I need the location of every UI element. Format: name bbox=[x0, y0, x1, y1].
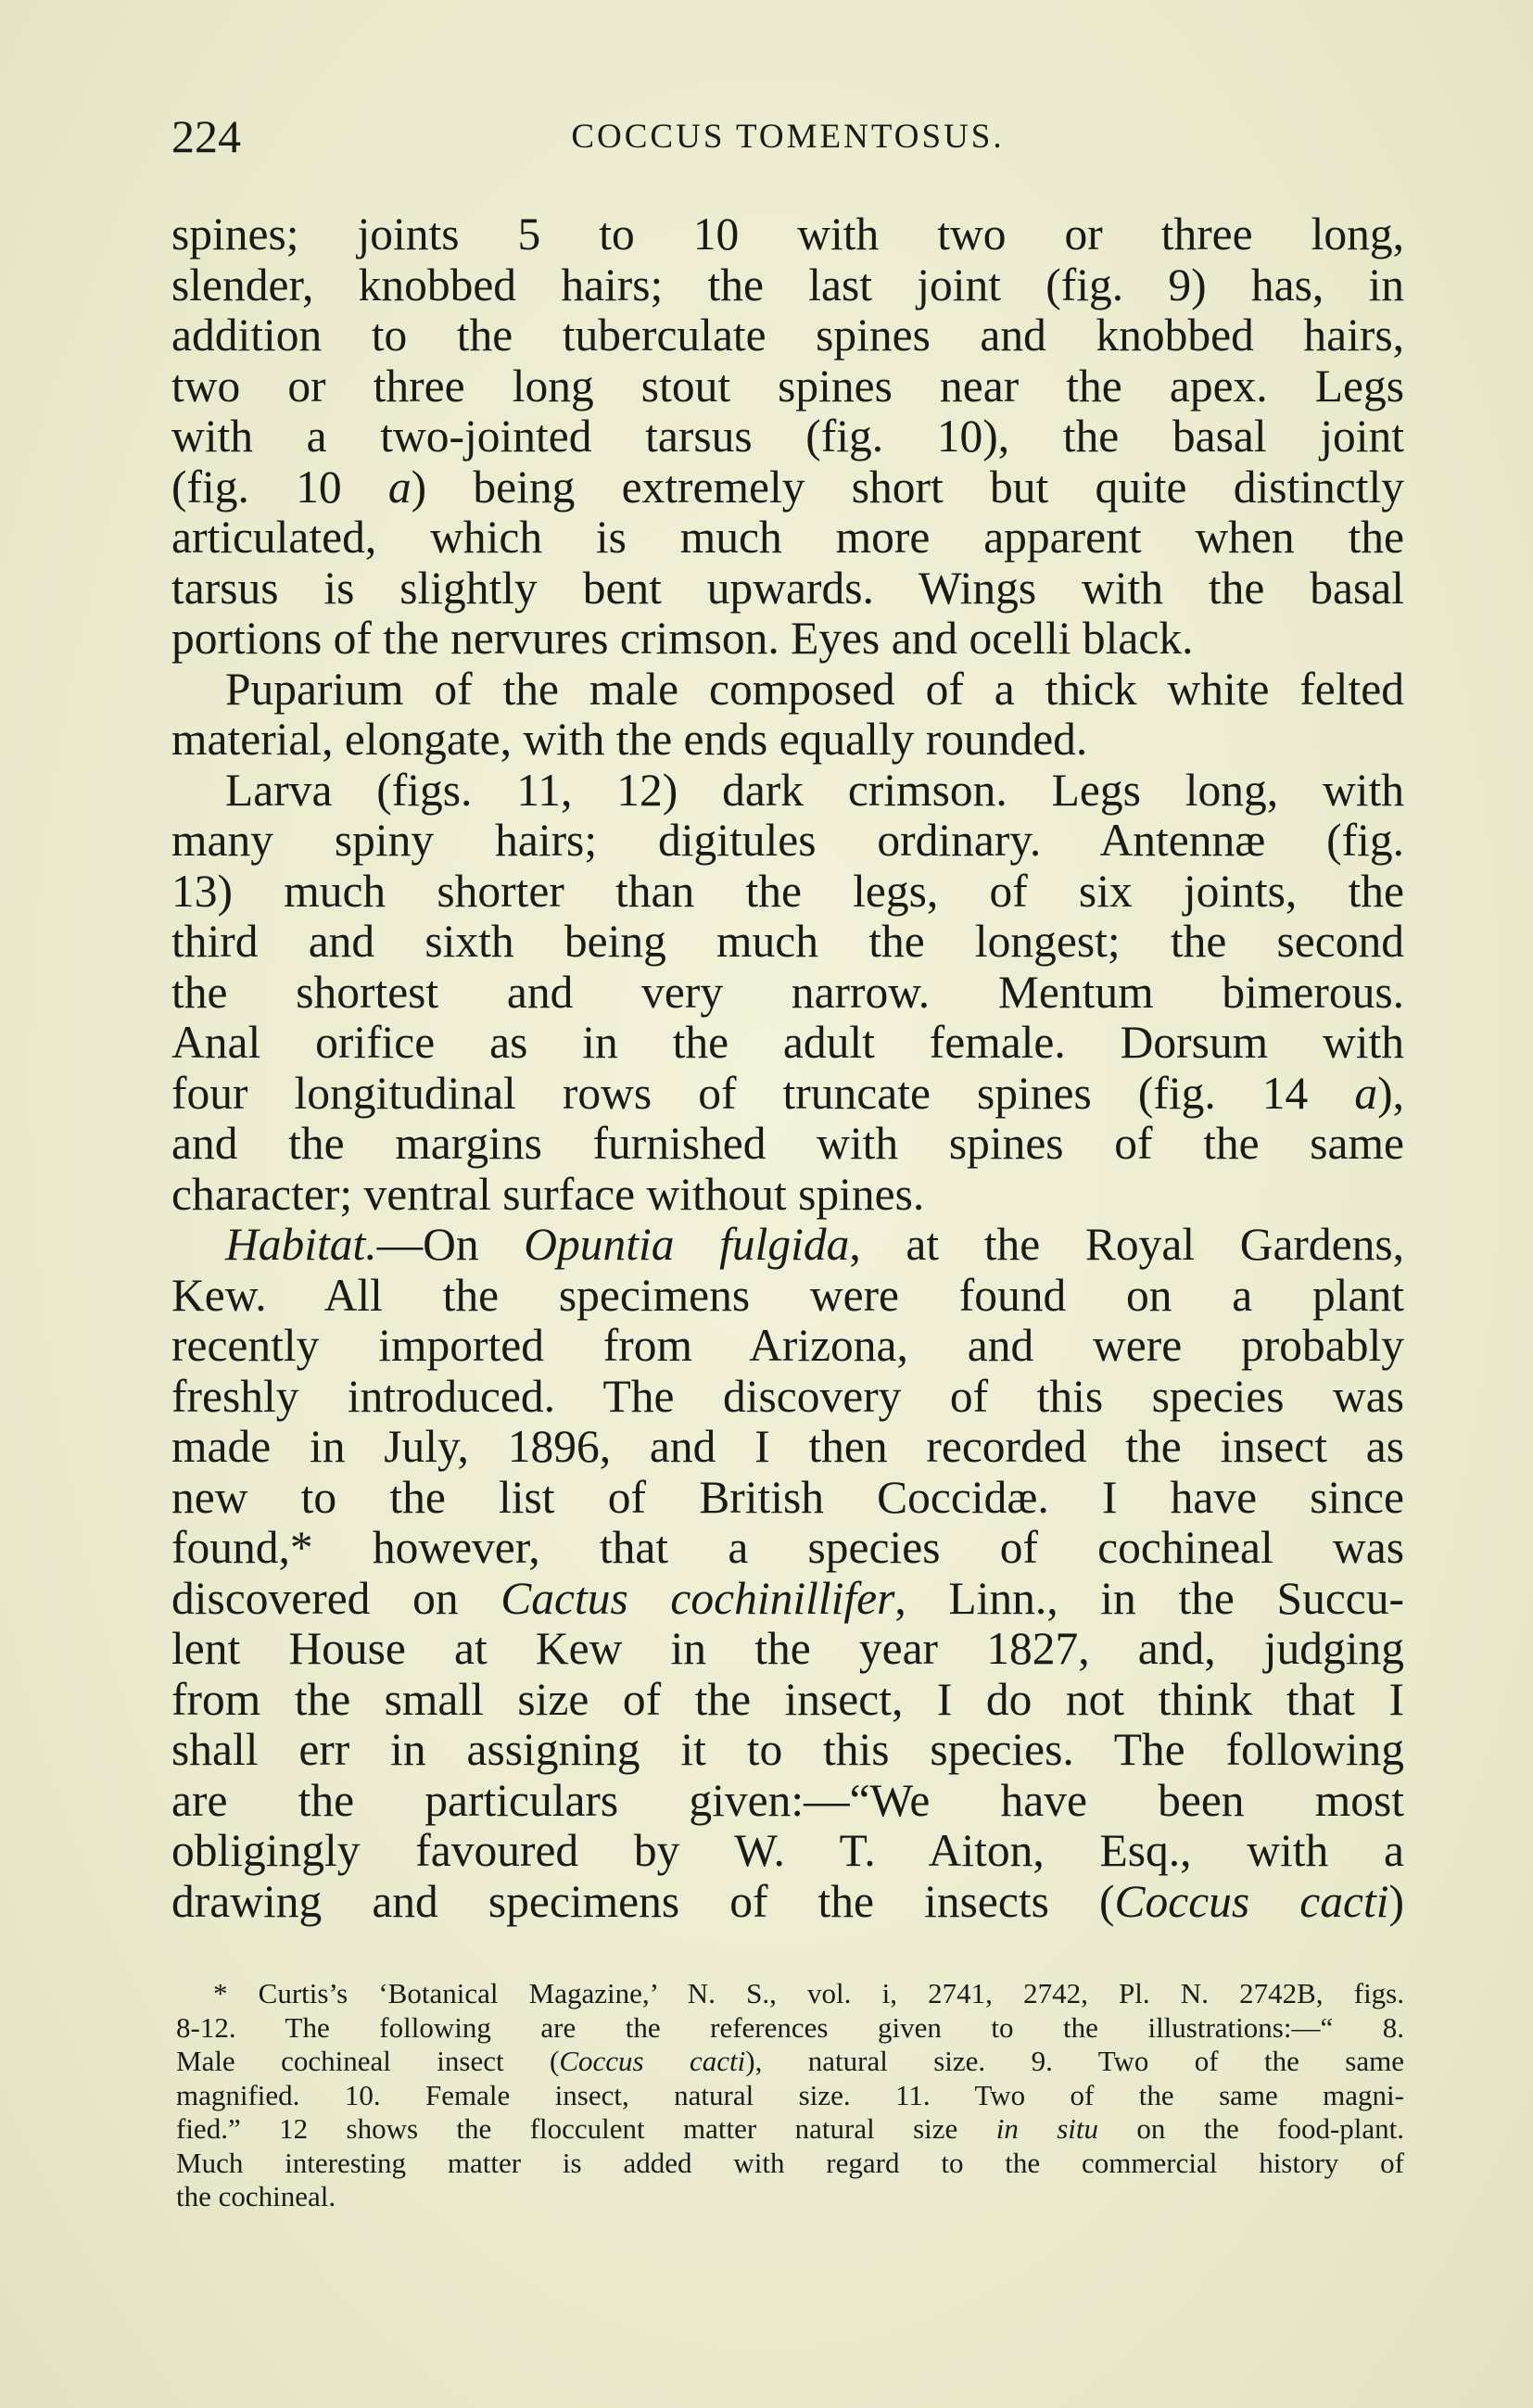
body-line: slender, knobbed hairs; the last joint (fig. 9) has, in bbox=[171, 259, 1404, 311]
body-line: third and sixth being much the longest; the second bbox=[171, 916, 1404, 967]
body-line: with a two-jointed tarsus (fig. 10), the basal joint bbox=[171, 411, 1404, 462]
body-line: are the particulars given:—“We have been most bbox=[171, 1774, 1404, 1826]
body-line: Larva (figs. 11, 12) dark crimson. Legs long, with bbox=[225, 764, 1404, 816]
body-line: new to the list of British Coccidæ. I have since bbox=[171, 1471, 1404, 1523]
body-line: tarsus is slightly bent upwards. Wings with the basal bbox=[171, 562, 1404, 614]
footnote-line: 8-12. The following are the references given to the illustrations:—“ 8. bbox=[176, 2010, 1404, 2044]
body-line: Anal orifice as in the adult female. Dorsum with bbox=[171, 1017, 1404, 1068]
footnote-line: magnified. 10. Female insect, natural size. 11. Two of the same magni- bbox=[176, 2078, 1404, 2111]
footnote-line: Much interesting matter is added with regard to the commercial history of bbox=[176, 2146, 1404, 2179]
body-line: the shortest and very narrow. Mentum bimerous. bbox=[171, 966, 1404, 1018]
body-line: lent House at Kew in the year 1827, and, judging bbox=[171, 1623, 1404, 1674]
body-line: four longitudinal rows of truncate spines (fig. 14 a), bbox=[171, 1067, 1404, 1119]
body-line: recently imported from Arizona, and were probably bbox=[171, 1320, 1404, 1371]
footnote-line: * Curtis’s ‘Botanical Magazine,’ N. S., vol. i, 2741, 2742, Pl. N. 2742B, figs. bbox=[213, 1977, 1404, 2009]
body-line: Kew. All the specimens were found on a plant bbox=[171, 1269, 1404, 1321]
footnote-line: the cochineal. bbox=[176, 2180, 336, 2212]
body-line: many spiny hairs; digitules ordinary. Antennæ (fig. bbox=[171, 815, 1404, 866]
body-line: discovered on Cactus cochinillifer, Linn., in the Succu- bbox=[171, 1572, 1405, 1624]
body-line: drawing and specimens of the insects (Coccus cacti) bbox=[171, 1875, 1404, 1927]
body-line: material, elongate, with the ends equally rounded. bbox=[171, 714, 1088, 765]
body-line: 13) much shorter than the legs, of six joints, the bbox=[171, 865, 1404, 917]
body-text bbox=[171, 209, 1404, 1927]
body-line: shall err in assigning it to this species. The following bbox=[171, 1724, 1404, 1775]
body-line: obligingly favoured by W. T. Aiton, Esq., with a bbox=[171, 1825, 1404, 1876]
body-line: and the margins furnished with spines of the same bbox=[171, 1118, 1404, 1169]
body-line: Habitat.—On Opuntia fulgida, at the Royal Gardens, bbox=[225, 1219, 1405, 1270]
body-line: character; ventral surface without spines. bbox=[171, 1168, 925, 1220]
body-line: spines; joints 5 to 10 with two or three long, bbox=[171, 209, 1404, 260]
footnote-line: fied.” 12 shows the flocculent matter natural size in situ on the food-plant. bbox=[176, 2112, 1404, 2145]
body-line: from the small size of the insect, I do not think that I bbox=[171, 1673, 1404, 1725]
running-title: COCCUS TOMENTOSUS. bbox=[571, 118, 1005, 156]
body-line: portions of the nervures crimson. Eyes and ocelli black. bbox=[171, 613, 1194, 664]
body-line: Puparium of the male composed of a thick white felted bbox=[225, 663, 1404, 715]
page-header bbox=[171, 109, 1404, 174]
footnote-line: Male cochineal insect (Coccus cacti), natural size. 9. Two of the same bbox=[176, 2045, 1404, 2077]
body-line: made in July, 1896, and I then recorded the insect as bbox=[171, 1421, 1404, 1472]
body-line: two or three long stout spines near the apex. Legs bbox=[171, 360, 1404, 412]
body-line: (fig. 10 a) being extremely short but quite distinctly bbox=[171, 461, 1404, 513]
body-line: articulated, which is much more apparent when the bbox=[171, 512, 1404, 563]
body-line: found,* however, that a species of cochineal was bbox=[171, 1522, 1404, 1573]
body-line: addition to the tuberculate spines and knobbed hairs, bbox=[171, 310, 1404, 361]
page-number: 224 bbox=[171, 110, 241, 162]
body-line: freshly introduced. The discovery of this species was bbox=[171, 1370, 1404, 1422]
footnote bbox=[176, 1977, 1404, 2214]
